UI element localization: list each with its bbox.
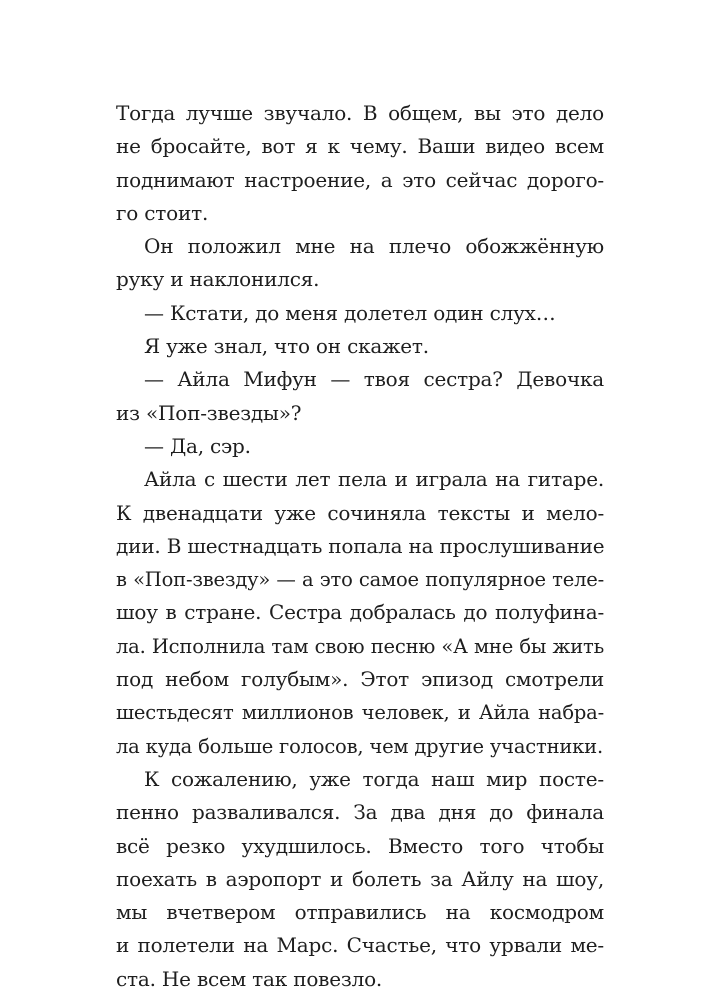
text-line: из «Поп-звезды»? (116, 400, 302, 425)
text-line: всё резко ухудшилось. Вместо того чтобы (116, 833, 604, 858)
text-line: го стоит. (116, 200, 209, 225)
text-line: в «Поп-звезду» — а это самое популярное теле- (116, 568, 604, 592)
text-line: поехать в аэропорт и болеть за Айлу на шоу, (116, 866, 604, 891)
text-line: ла. Исполнила там свою песню «А мне бы жить (116, 634, 604, 658)
text-line: Он положил мне на плечо обожжённую (144, 234, 604, 259)
text-line: — Кстати, до меня долетел один слух… (144, 300, 556, 325)
text-line: мы вчетвером отправились на космодром (116, 900, 604, 925)
text-line: пенно разваливался. За два дня до финала (116, 800, 604, 825)
text-line: под небом голубым». Этот эпизод смотрели (116, 667, 604, 692)
body-text (116, 97, 604, 996)
text-line: ла куда больше голосов, чем другие участники. (116, 734, 603, 758)
text-line: К сожалению, уже тогда наш мир посте- (144, 766, 604, 791)
text-line: руку и наклонился. (116, 267, 320, 292)
text-line: шестьдесят миллионов человек, и Айла набра- (116, 701, 604, 725)
text-line: Айла с шести лет пела и играла на гитаре. (144, 467, 604, 492)
text-line: не бросайте, вот я к чему. Ваши видео всем (116, 134, 604, 159)
text-line: К двенадцати уже сочиняла тексты и мело- (116, 500, 604, 525)
text-line: — Да, сэр. (144, 433, 251, 458)
text-line: — Айла Мифун — твоя сестра? Девочка (144, 367, 604, 392)
text-line: шоу в стране. Сестра добралась до полуфина- (116, 600, 604, 625)
text-line: ста. Не всем так повезло. (116, 966, 383, 991)
text-line: Я уже знал, что он скажет. (144, 334, 429, 359)
text-line: дии. В шестнадцать попала на прослушивание (116, 533, 605, 558)
text-line: Тогда лучше звучало. В общем, вы это дело (116, 101, 604, 125)
text-line: и полетели на Марс. Счастье, что урвали ме- (116, 933, 604, 958)
text-line: поднимают настроение, а это сейчас дорого- (116, 167, 604, 192)
